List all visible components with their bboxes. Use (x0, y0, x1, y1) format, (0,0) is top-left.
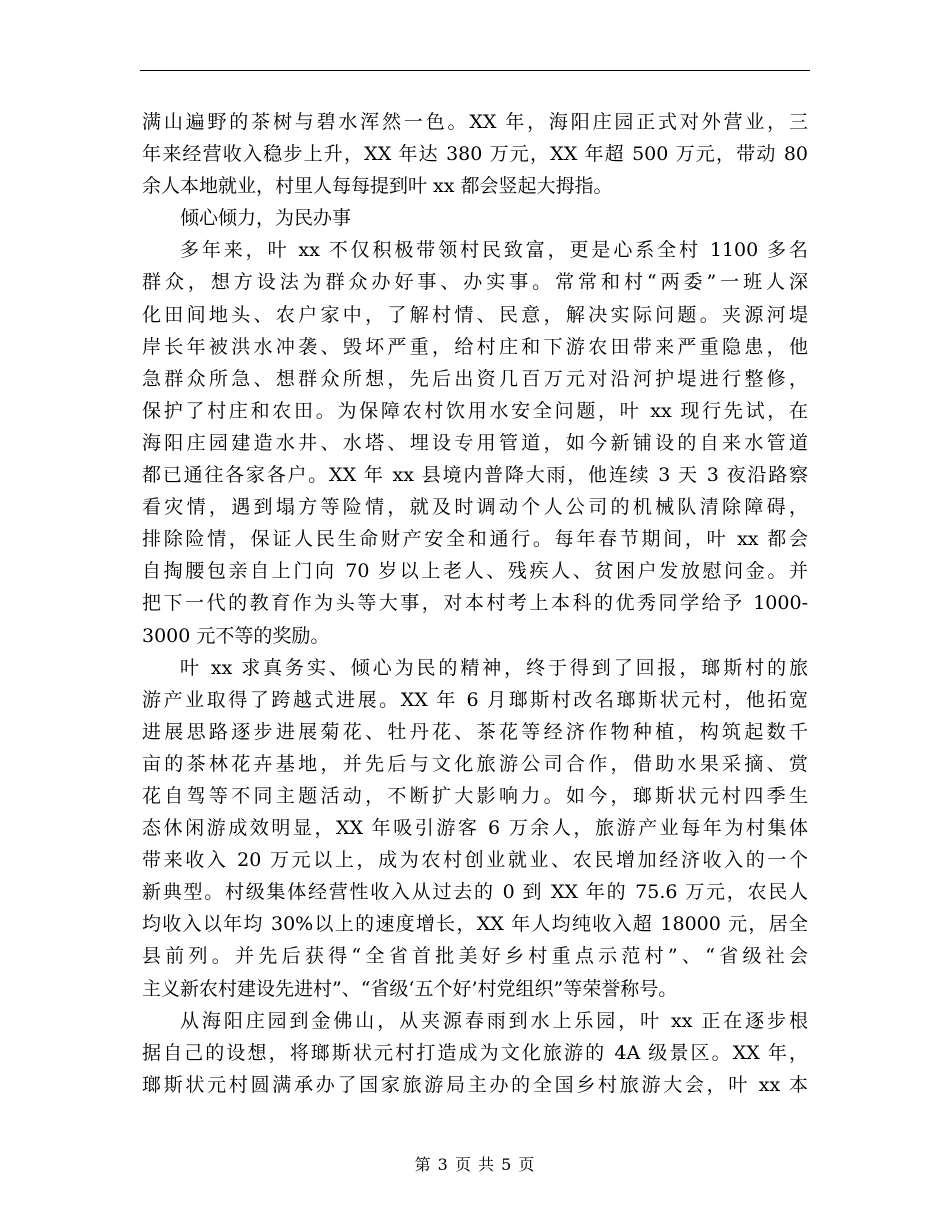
text-line: 游产业取得了跨越式进展。XX 年 6 月瑯斯村改名瑯斯状元村，他拓宽 (142, 688, 808, 711)
text-line: 海阳庄园建造水井、水塔、埋设专用管道，如今新铺设的自来水管道 (142, 431, 808, 454)
text-line: 均收入以年均 30%以上的速度增长，XX 年人均纯收入超 18000 元，居全 (142, 913, 808, 936)
text-line: 从海阳庄园到金佛山，从夹源春雨到水上乐园，叶 xx 正在逐步根 (180, 1009, 808, 1032)
text-line: 倾心倾力，为民办事 (180, 207, 352, 230)
text-line: 看灾情，遇到塌方等险情，就及时调动个人公司的机械队清除障碍， (142, 496, 808, 519)
text-line: 保护了村庄和农田。为保障农村饮用水安全问题，叶 xx 现行先试，在 (142, 399, 808, 422)
text-line: 花自驾等不同主题活动，不断扩大影响力。如今，瑯斯状元村四季生 (142, 784, 808, 807)
text-line: 亩的茶林花卉基地，并先后与文化旅游公司合作，借助水果采摘、赏 (142, 752, 808, 775)
text-line: 带来收入 20 万元以上，成为农村创业就业、农民增加经济收入的一个 (142, 849, 808, 872)
text-line: 态休闲游成效明显，XX 年吸引游客 6 万余人，旅游产业每年为村集体 (142, 817, 808, 840)
text-line: 岸长年被洪水冲袭、毁坏严重，给村庄和下游农田带来严重隐患，他 (142, 335, 808, 358)
text-line: 县前列。并先后获得“全省首批美好乡村重点示范村”、“省级社会 (142, 945, 808, 968)
text-line: 急群众所急、想群众所想，先后出资几百万元对沿河护堤进行整修， (142, 367, 808, 390)
text-line: 群众，想方设法为群众办好事、办实事。常常和村“两委”一班人深 (142, 271, 808, 294)
text-line: 叶 xx 求真务实、倾心为民的精神，终于得到了回报，瑯斯村的旅 (180, 656, 808, 679)
text-line: 主义新农村建设先进村”、“省级‘五个好’村党组织”等荣誉称号。 (142, 977, 678, 1000)
text-line: 自掏腰包亲自上门向 70 岁以上老人、残疾人、贫困户发放慰问金。并 (142, 560, 808, 583)
text-line: 瑯斯状元村圆满承办了国家旅游局主办的全国乡村旅游大会，叶 xx 本 (142, 1073, 808, 1096)
paragraph (142, 234, 808, 651)
text-line: 年来经营收入稳步上升，XX 年达 380 万元，XX 年超 500 万元，带动 80 (142, 143, 808, 166)
text-line: 都已通往各家各户。XX 年 xx 县境内普降大雨，他连续 3 天 3 夜沿路察 (142, 464, 808, 487)
text-line: 把下一代的教育作为头等大事，对本村考上本科的优秀同学给予 1000- (142, 592, 808, 615)
document-body (142, 106, 808, 1101)
paragraph (142, 652, 808, 1005)
text-line: 多年来，叶 xx 不仅积极带领村民致富，更是心系全村 1100 多名 (180, 239, 808, 262)
text-line: 3000 元不等的奖励。 (142, 624, 330, 647)
text-line: 化田间地头、农户家中，了解村情、民意，解决实际问题。夹源河堤 (142, 303, 808, 326)
text-line: 余人本地就业，村里人每每提到叶 xx 都会竖起大拇指。 (142, 175, 613, 198)
page-footer: 第 3 页 共 5 页 (414, 1155, 536, 1174)
text-line: 新典型。村级集体经营性收入从过去的 0 到 XX 年的 75.6 万元，农民人 (142, 881, 808, 904)
header-rule (140, 70, 810, 71)
paragraph (142, 202, 808, 234)
paragraph (142, 1005, 808, 1101)
paragraph (142, 106, 808, 202)
text-line: 排除险情，保证人民生命财产安全和通行。每年春节期间，叶 xx 都会 (142, 528, 808, 551)
text-line: 进展思路逐步进展菊花、牡丹花、茶花等经济作物种植，构筑起数千 (142, 720, 808, 743)
text-line: 满山遍野的茶树与碧水浑然一色。XX 年，海阳庄园正式对外营业，三 (142, 111, 808, 133)
text-line: 据自己的设想，将瑯斯状元村打造成为文化旅游的 4A 级景区。XX 年， (142, 1041, 808, 1064)
